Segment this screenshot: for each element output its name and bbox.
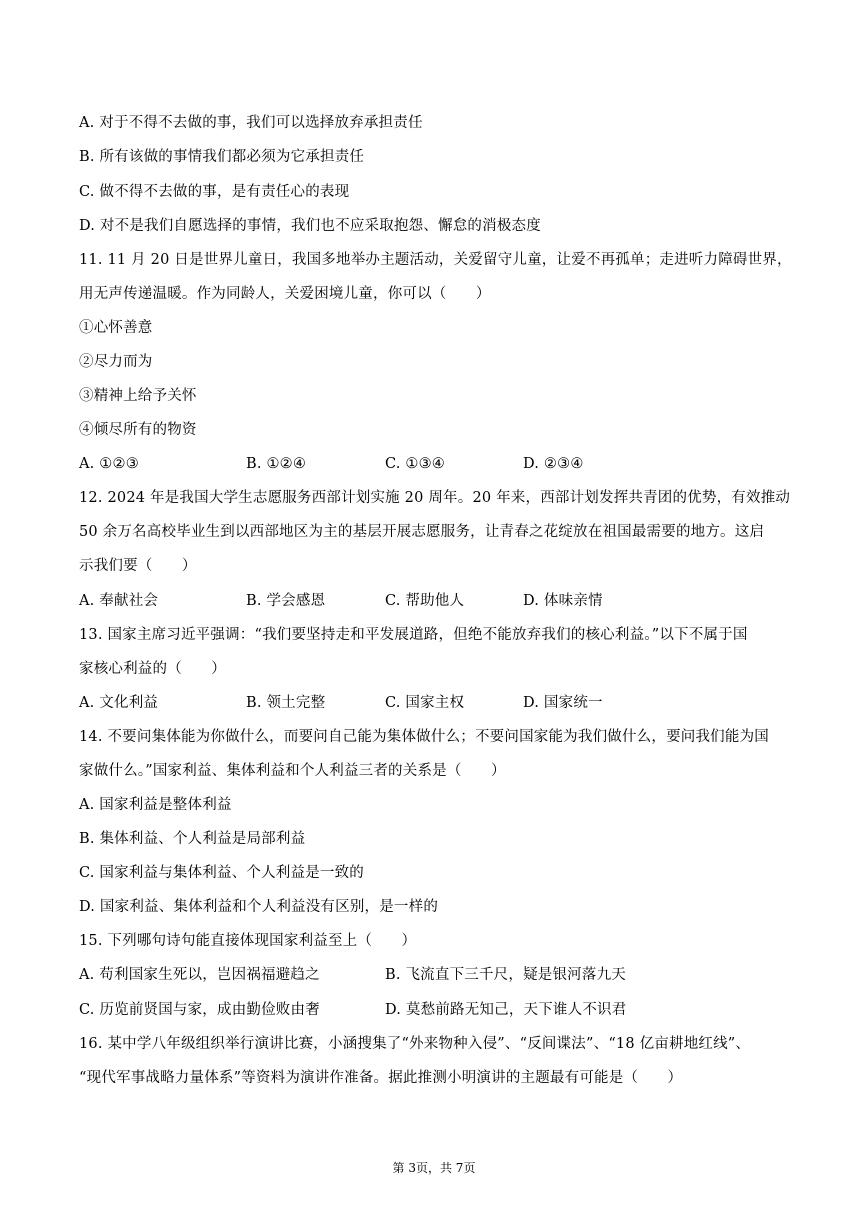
q15-option-c: C. 历览前贤国与家，成由勤俭败由奢 <box>79 1002 320 1018</box>
q11-item-3: ③精神上给予关怀 <box>79 388 197 404</box>
q13-stem-line-1: 13. 国家主席习近平强调：“我们要坚持走和平发展道路，但绝不能放弃我们的核心利益。”以下不属于国 <box>79 627 748 643</box>
q12-stem-line-3: 示我们要（ ） <box>79 558 197 574</box>
q11-option-b: B. ①②④ <box>246 456 307 472</box>
q13-option-a: A. 文化利益 <box>79 695 159 711</box>
page-footer: 第 3页，共 7页 <box>392 1161 476 1175</box>
q12-option-c: C. 帮助他人 <box>385 593 465 609</box>
q15-option-b: B. 飞流直下三千尺，疑是银河落九天 <box>385 967 626 983</box>
q15-stem: 15. 下列哪句诗句能直接体现国家利益至上（ ） <box>79 933 417 949</box>
q11-option-c: C. ①③④ <box>385 456 445 472</box>
q13-stem-line-2: 家核心利益的（ ） <box>79 661 226 677</box>
q12-option-a: A. 奉献社会 <box>79 593 159 609</box>
q11-stem-line-1: 11. 11 月 20 日是世界儿童日，我国多地举办主题活动，关爱留守儿童，让爱不再孤单；走进听力障碍世界， <box>79 252 792 268</box>
q14-option-c: C. 国家利益与集体利益、个人利益是一致的 <box>79 865 364 881</box>
q10-option-d: D. 对不是我们自愿选择的事情，我们也不应采取抱怨、懈怠的消极态度 <box>79 218 541 234</box>
q14-stem-line-2: 家做什么。”国家利益、集体利益和个人利益三者的关系是（ ） <box>79 763 506 779</box>
q13-option-c: C. 国家主权 <box>385 695 465 711</box>
q12-stem-line-1: 12. 2024 年是我国大学生志愿服务西部计划实施 20 周年。20 年来，西部计划发挥共青团的优势，有效推动 <box>79 490 791 506</box>
q12-option-d: D. 体味亲情 <box>523 593 603 609</box>
q16-stem-line-1: 16. 某中学八年级组织举行演讲比赛，小涵搜集了“外来物种入侵”、“反间谍法”、“18 亿亩耕地红线”、 <box>79 1036 751 1052</box>
q16-stem-line-2: “现代军事战略力量体系”等资料为演讲作准备。据此推测小明演讲的主题最有可能是（ ） <box>79 1070 683 1086</box>
q12-option-b: B. 学会感恩 <box>246 593 326 609</box>
q10-option-c: C. 做不得不去做的事，是有责任心的表现 <box>79 184 350 200</box>
q10-option-b: B. 所有该做的事情我们都必须为它承担责任 <box>79 149 365 165</box>
q13-option-b: B. 领土完整 <box>246 695 326 711</box>
q12-stem-line-2: 50 余万名高校毕业生到以西部地区为主的基层开展志愿服务，让青春之花绽放在祖国最需要的地方。这启 <box>79 524 765 540</box>
q14-option-b: B. 集体利益、个人利益是局部利益 <box>79 831 306 847</box>
q14-option-a: A. 国家利益是整体利益 <box>79 797 232 813</box>
q10-option-a: A. 对于不得不去做的事，我们可以选择放弃承担责任 <box>79 115 423 131</box>
q13-option-d: D. 国家统一 <box>523 695 603 711</box>
q14-stem-line-1: 14. 不要问集体能为你做什么，而要问自己能为集体做什么；不要问国家能为我们做什么，要问我们能为国 <box>79 729 769 745</box>
q11-option-a: A. ①②③ <box>79 456 139 472</box>
q11-option-d: D. ②③④ <box>523 456 584 472</box>
q11-item-2: ②尽力而为 <box>79 354 153 370</box>
q14-option-d: D. 国家利益、集体利益和个人利益没有区别，是一样的 <box>79 899 439 915</box>
q15-option-a: A. 苟利国家生死以，岂因祸福避趋之 <box>79 967 320 983</box>
q11-stem-line-2: 用无声传递温暖。作为同龄人，关爱困境儿童，你可以（ ） <box>79 286 491 302</box>
q11-item-1: ①心怀善意 <box>79 320 153 336</box>
q15-option-d: D. 莫愁前路无知己，天下谁人不识君 <box>385 1002 627 1018</box>
q11-item-4: ④倾尽所有的物资 <box>79 422 197 438</box>
